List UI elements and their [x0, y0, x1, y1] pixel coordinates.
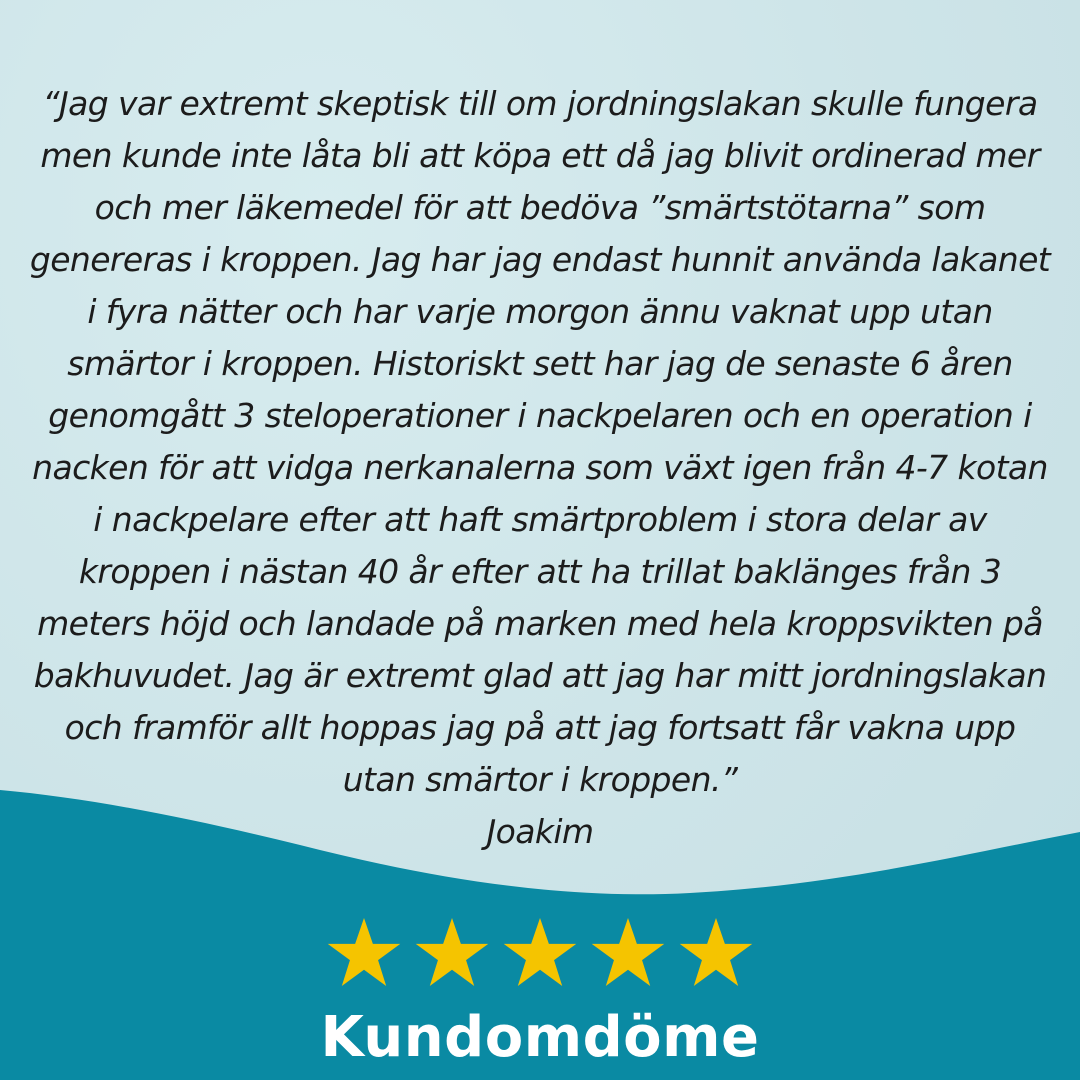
star-rating: [0, 916, 1080, 988]
star-icon: [327, 916, 401, 988]
quote-line: “Jag var extremt skeptisk till om jordningslakan skulle fungera: [42, 84, 1038, 123]
quote-line: utan smärtor i kroppen.”: [342, 760, 738, 799]
quote-line: men kunde inte låta bli att köpa ett då jag blivit ordinerad mer: [40, 136, 1040, 175]
star-icon: [679, 916, 753, 988]
quote-line: genereras i kroppen. Jag har jag endast hunnit använda lakanet: [29, 240, 1051, 279]
quote-line: bakhuvudet. Jag är extremt glad att jag har mitt jordningslakan: [33, 656, 1047, 695]
quote-line: i fyra nätter och har varje morgon ännu vaknat upp utan: [87, 292, 993, 331]
quote-line: genomgått 3 steloperationer i nackpelaren och en operation i: [48, 396, 1032, 435]
review-author: Joakim: [486, 812, 594, 851]
review-quote: [0, 78, 1080, 858]
star-icon: [591, 916, 665, 988]
star-icon: [503, 916, 577, 988]
quote-line: smärtor i kroppen. Historiskt sett har jag de senaste 6 åren: [67, 344, 1013, 383]
quote-line: i nackpelare efter att haft smärtproblem i stora delar av: [93, 500, 987, 539]
quote-line: nacken för att vidga nerkanalerna som växt igen från 4-7 kotan: [32, 448, 1048, 487]
quote-line: och framför allt hoppas jag på att jag fortsatt får vakna upp: [64, 708, 1016, 747]
quote-line: kroppen i nästan 40 år efter att ha trillat baklänges från 3: [78, 552, 1002, 591]
star-icon: [415, 916, 489, 988]
quote-line: meters höjd och landade på marken med hela kroppsvikten på: [37, 604, 1043, 643]
page-title: Kundomdöme: [320, 1005, 760, 1070]
quote-line: och mer läkemedel för att bedöva ”smärtstötarna” som: [94, 188, 986, 227]
